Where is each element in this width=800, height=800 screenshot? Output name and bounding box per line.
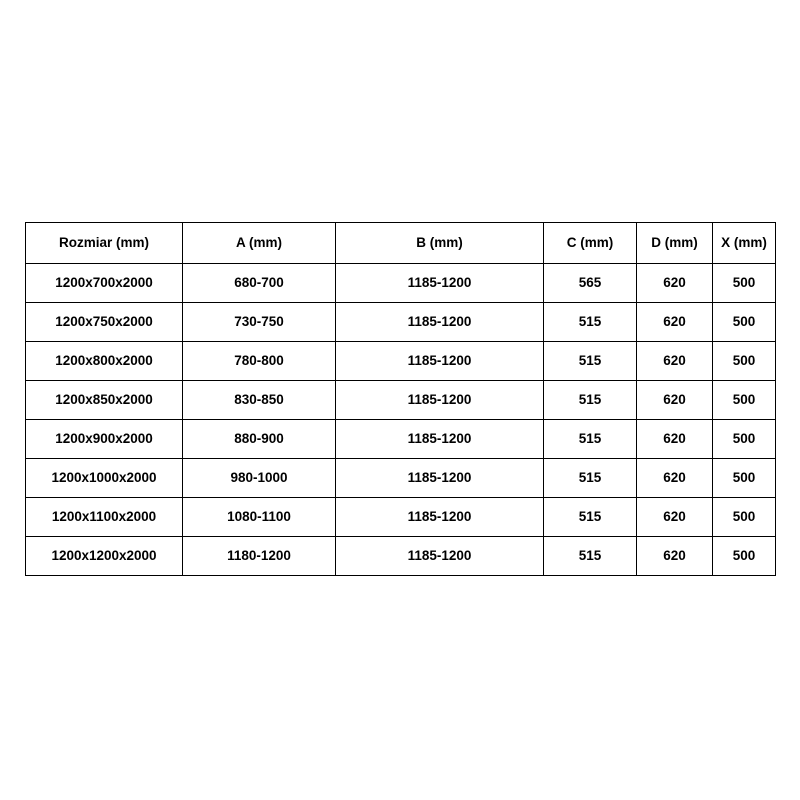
cell-x: 500 <box>713 303 776 342</box>
cell-c: 515 <box>544 342 637 381</box>
cell-c: 515 <box>544 381 637 420</box>
table-header-row <box>26 223 776 264</box>
cell-d: 620 <box>637 498 713 537</box>
cell-b: 1185-1200 <box>336 264 544 303</box>
cell-rozmiar: 1200x850x2000 <box>26 381 183 420</box>
cell-a: 730-750 <box>183 303 336 342</box>
column-header-d: D (mm) <box>637 223 713 264</box>
cell-x: 500 <box>713 459 776 498</box>
table-row <box>26 459 776 498</box>
cell-b: 1185-1200 <box>336 381 544 420</box>
cell-a: 830-850 <box>183 381 336 420</box>
table-row <box>26 537 776 576</box>
cell-c: 515 <box>544 459 637 498</box>
table-row <box>26 381 776 420</box>
cell-a: 680-700 <box>183 264 336 303</box>
column-header-x: X (mm) <box>713 223 776 264</box>
cell-d: 620 <box>637 342 713 381</box>
cell-a: 780-800 <box>183 342 336 381</box>
cell-b: 1185-1200 <box>336 303 544 342</box>
spec-table-container <box>25 222 775 576</box>
column-header-b: B (mm) <box>336 223 544 264</box>
cell-rozmiar: 1200x700x2000 <box>26 264 183 303</box>
table-row <box>26 264 776 303</box>
cell-d: 620 <box>637 420 713 459</box>
cell-b: 1185-1200 <box>336 498 544 537</box>
cell-c: 515 <box>544 420 637 459</box>
column-header-rozmiar: Rozmiar (mm) <box>26 223 183 264</box>
cell-d: 620 <box>637 303 713 342</box>
table-row <box>26 342 776 381</box>
cell-a: 1080-1100 <box>183 498 336 537</box>
cell-x: 500 <box>713 420 776 459</box>
cell-rozmiar: 1200x800x2000 <box>26 342 183 381</box>
cell-b: 1185-1200 <box>336 459 544 498</box>
cell-a: 980-1000 <box>183 459 336 498</box>
cell-x: 500 <box>713 537 776 576</box>
cell-x: 500 <box>713 381 776 420</box>
cell-rozmiar: 1200x1200x2000 <box>26 537 183 576</box>
column-header-c: C (mm) <box>544 223 637 264</box>
cell-c: 515 <box>544 537 637 576</box>
cell-b: 1185-1200 <box>336 420 544 459</box>
cell-c: 515 <box>544 303 637 342</box>
table-row <box>26 498 776 537</box>
table-body <box>26 264 776 576</box>
cell-c: 565 <box>544 264 637 303</box>
cell-rozmiar: 1200x900x2000 <box>26 420 183 459</box>
cell-x: 500 <box>713 498 776 537</box>
cell-rozmiar: 1200x750x2000 <box>26 303 183 342</box>
cell-rozmiar: 1200x1000x2000 <box>26 459 183 498</box>
cell-b: 1185-1200 <box>336 537 544 576</box>
cell-a: 880-900 <box>183 420 336 459</box>
cell-x: 500 <box>713 342 776 381</box>
cell-x: 500 <box>713 264 776 303</box>
cell-d: 620 <box>637 381 713 420</box>
table-header <box>26 223 776 264</box>
column-header-a: A (mm) <box>183 223 336 264</box>
cell-b: 1185-1200 <box>336 342 544 381</box>
cell-a: 1180-1200 <box>183 537 336 576</box>
cell-c: 515 <box>544 498 637 537</box>
cell-d: 620 <box>637 537 713 576</box>
table-row <box>26 303 776 342</box>
cell-rozmiar: 1200x1100x2000 <box>26 498 183 537</box>
table-row <box>26 420 776 459</box>
cell-d: 620 <box>637 264 713 303</box>
cell-d: 620 <box>637 459 713 498</box>
dimensions-table <box>25 222 776 576</box>
